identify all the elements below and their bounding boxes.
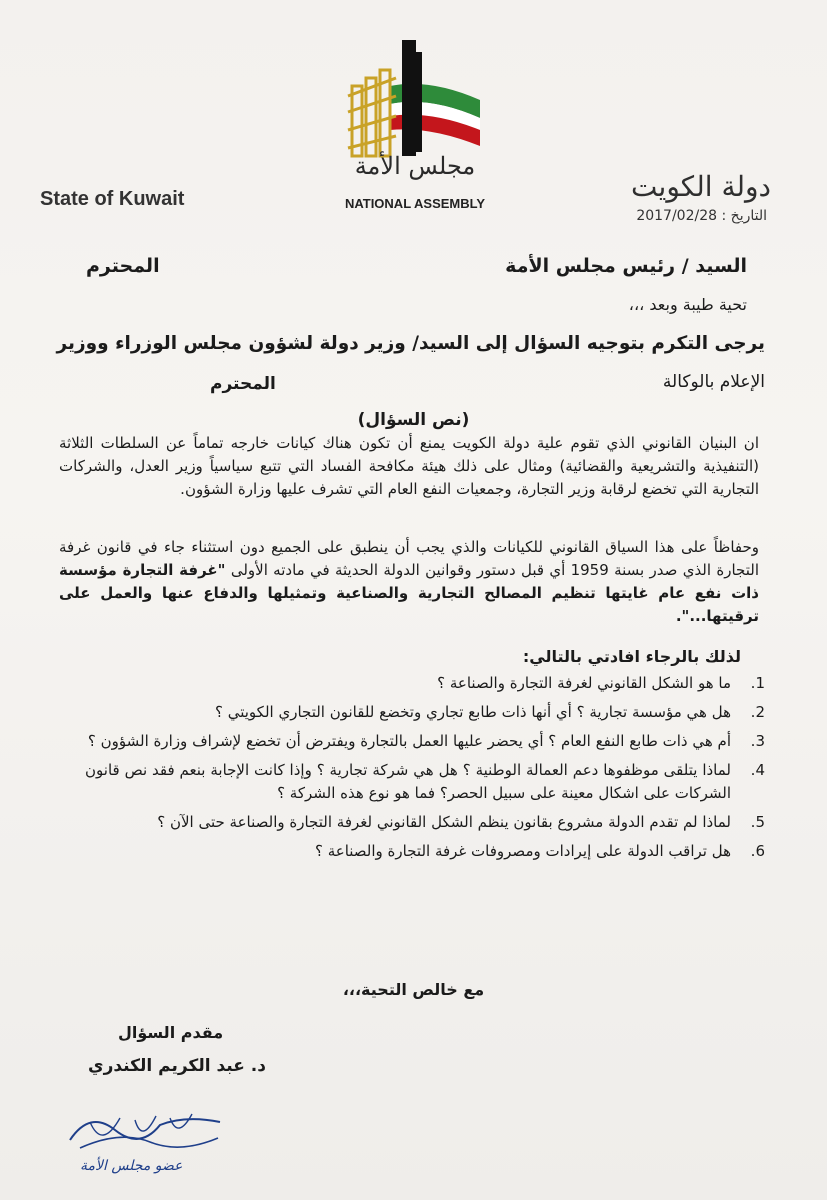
request-intro: لذلك بالرجاء افادتي بالتالي: [522,647,741,666]
question-text: لماذا يتلقى موظفوها دعم العمالة الوطنية ؟ هل هي شركة تجارية ؟ وإذا كانت الإجابة بنعم فقد نص قانون الشركات على اشكال معينة على سبيل الحصر؟ فما هو نوع هذه الشركة ؟ [85,761,731,802]
closing: مع خالص التحية،،، [342,980,485,999]
date-label: التاريخ : [721,208,767,224]
national-assembly-logo [330,38,500,218]
question-text: هل هي مؤسسة تجارية ؟ أي أنها ذات طابع تجاري وتخضع للقانون التجاري الكويتي ؟ [214,703,731,721]
paragraph-1: ان البنيان القانوني الذي تقوم علية دولة الكويت يمنع أن تكون هناك كيانات خارجه تماماً عن السلطات الثلاثة (التنفيذية والتشريعية والقضائية) ومثال على ذلك هيئة مكافحة الفساد التي تتبع سياسياً وزير العدل، والشركات التجارية التي تخضع لرقابة وزير التجارة، وجمعيات النفع العام التي تشرف عليها وزارة الشؤون. [59,434,759,498]
letter-date [636,208,767,224]
addressee: السيد / رئيس مجلس الأمة [505,255,747,277]
question-text: لماذا لم تقدم الدولة مشروع بقانون ينظم الشكل القانوني لغرفة التجارة والصناعة حتى الآن ؟ [157,813,731,831]
question-text: ما هو الشكل القانوني لغرفة التجارة والصناعة ؟ [437,674,731,692]
paragraph-2-text: وحفاظاً على هذا السياق القانوني للكيانات والذي يجب أن ينطبق على الجميع دون استثناء جاء في قانون غرفة التجارة الذي صدر بسنة 1959 أي قبل دستور وقوانين الدولة الحديثة في مادته الأولى [59,538,759,579]
list-item [85,672,765,695]
question-text: هل تراقب الدولة على إيرادات ومصروفات غرفة التجارة والصناعة ؟ [314,842,731,860]
paragraph-2-quote: "غرفة التجارة مؤسسة ذات نفع عام غايتها تنظيم المصالح التجارية والصناعية وتمثيلها والدفاع عنها والعمل على ترقيتها...". [59,561,759,625]
paragraph-2 [59,536,759,628]
signature-stamp [60,1100,230,1160]
question-number: 2. [750,703,765,721]
question-title: (نص السؤال) [357,410,470,430]
question-number: 3. [750,732,765,750]
question-number: 5. [750,813,765,831]
question-number: 4. [750,761,765,779]
list-item [85,840,765,863]
submitter-name: د. عبد الكريم الكندري [88,1056,266,1076]
question-text: أم هي ذات طابع النفع العام ؟ أي يحضر عليها العمل بالتجارة ويفترض أن تخضع لإشراف وزارة الشؤون ؟ [87,732,731,750]
state-of-kuwait-en: State of Kuwait [40,188,185,210]
list-item [85,730,765,753]
logo-gold-columns [348,70,396,156]
request-line-2: الإعلام بالوكالة [662,372,765,392]
list-item [85,811,765,834]
date-value: 2017/02/28 [636,208,718,224]
question-number: 6. [750,842,765,860]
submitter-label: مقدم السؤال [118,1023,224,1042]
greeting: تحية طيبة وبعد ،،، [628,295,747,314]
member-title: عضو مجلس الأمة [80,1158,183,1174]
question-list [85,672,765,869]
state-of-kuwait-ar: دولة الكويت [631,170,771,203]
logo-arabic-text: مجلس الأمة [354,152,476,180]
question-number: 1. [750,674,765,692]
list-item [85,701,765,724]
request-line-1: يرجى التكرم بتوجيه السؤال إلى السيد/ وزير دولة لشؤون مجلس الوزراء ووزير [56,333,765,354]
list-item [85,759,765,805]
honorific-1: المحترم [86,255,160,277]
logo-english-text: NATIONAL ASSEMBLY [344,196,486,211]
logo-black-pillar [402,40,416,156]
honorific-2: المحترم [210,374,276,394]
